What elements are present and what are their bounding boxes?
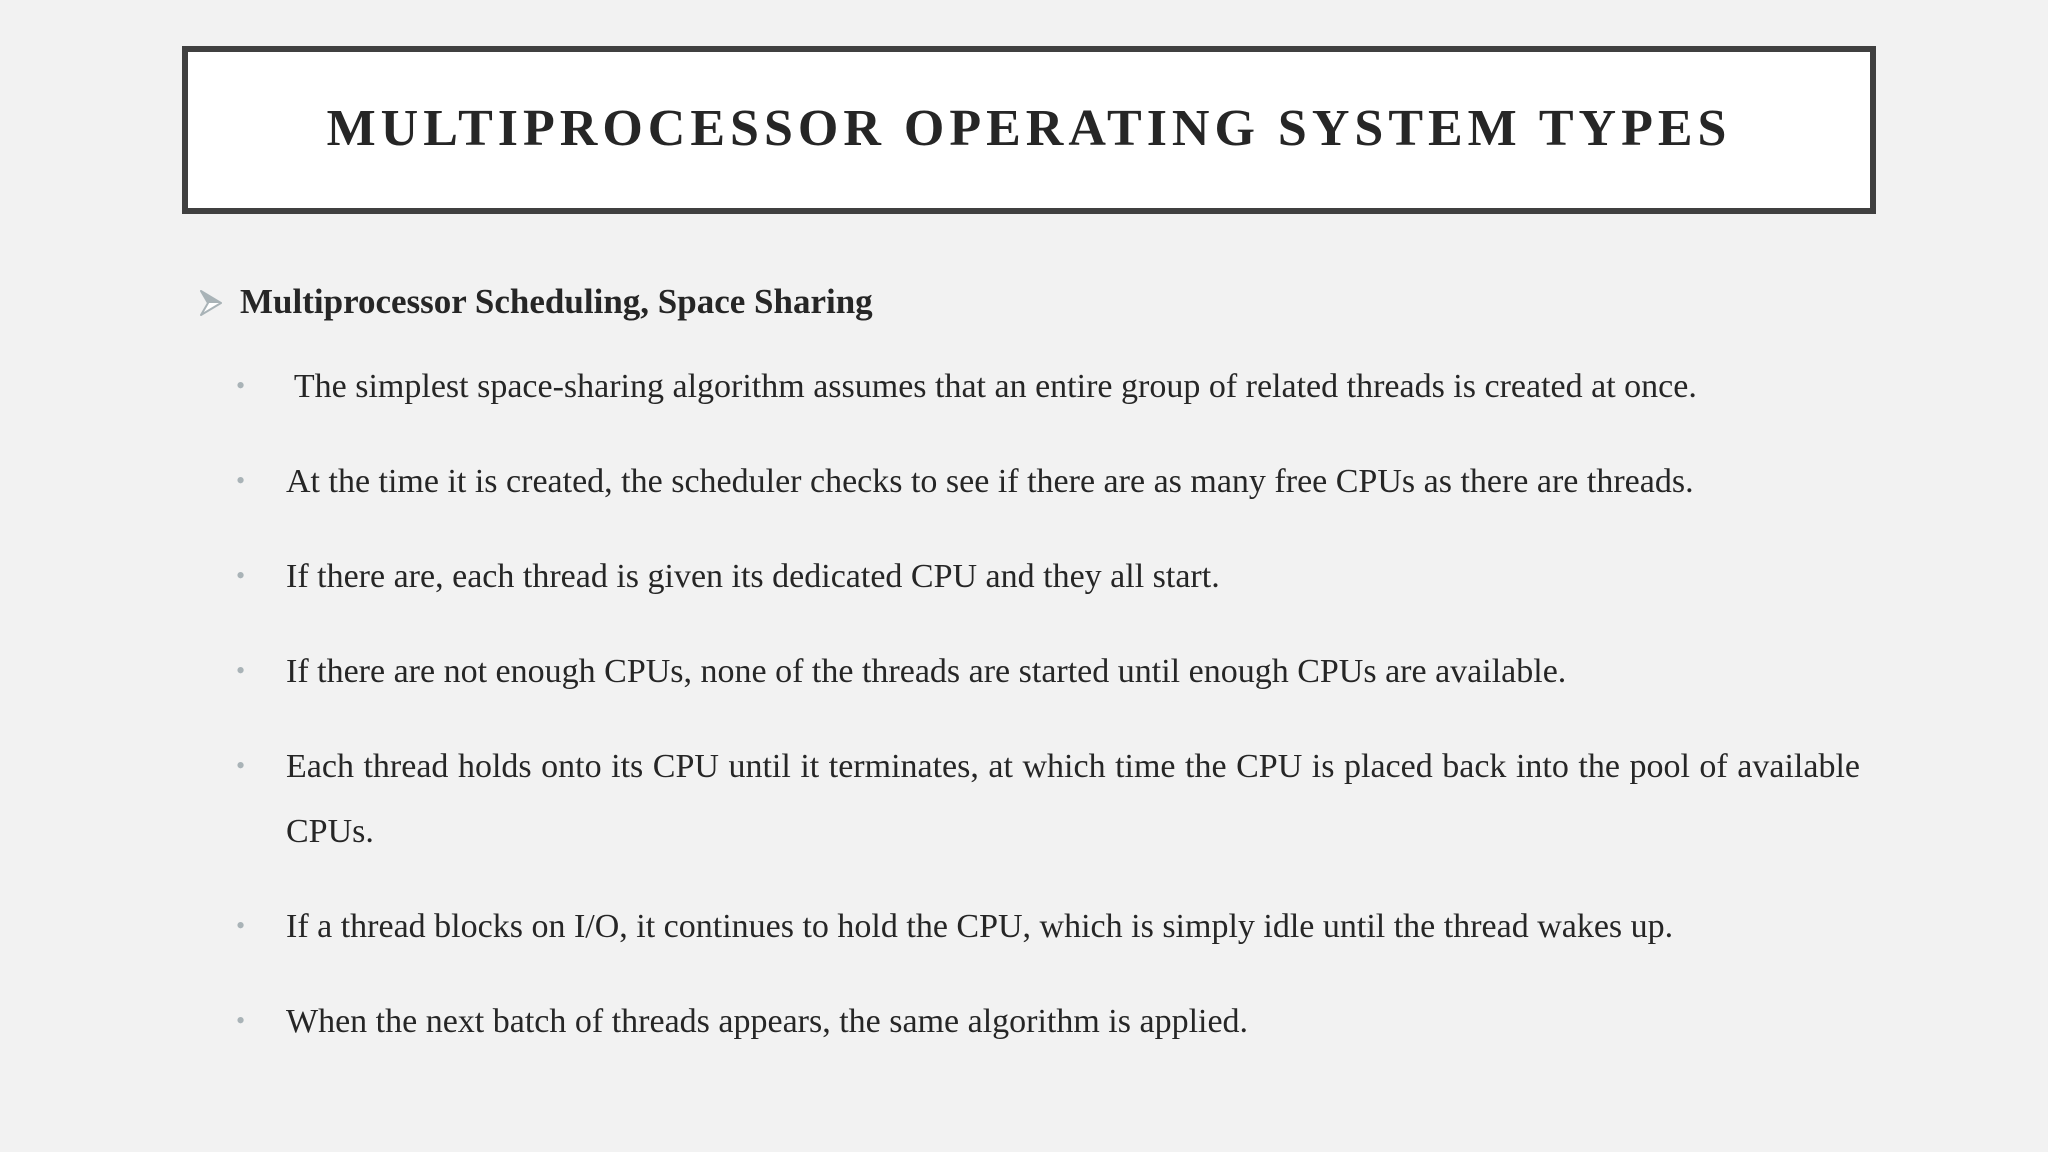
dot-bullet-icon: • (236, 371, 246, 400)
dot-bullet-icon: • (236, 751, 246, 780)
dot-bullet-icon: • (236, 1006, 246, 1035)
list-item-text: Each thread holds onto its CPU until it terminates, at which time the CPU is placed back into the pool of available CPUs. (286, 748, 1860, 850)
dot-bullet-icon: • (236, 656, 246, 685)
list-item (200, 647, 1860, 704)
bullet-list (200, 362, 1860, 1054)
section-heading (200, 276, 1860, 328)
slide-content (200, 276, 1860, 1092)
list-item-text: At the time it is created, the scheduler checks to see if there are as many free CPUs as there are threads. (286, 463, 1694, 500)
list-item (200, 457, 1860, 514)
list-item (200, 552, 1860, 609)
list-item-text: If there are not enough CPUs, none of the threads are started until enough CPUs are available. (286, 653, 1567, 690)
list-item (200, 902, 1860, 959)
dot-bullet-icon: • (236, 911, 246, 940)
section-heading-text: Multiprocessor Scheduling, Space Sharing (240, 282, 873, 321)
title-box (182, 46, 1876, 214)
arrowhead-bullet-icon (200, 290, 222, 316)
dot-bullet-icon: • (236, 466, 246, 495)
list-item-text: When the next batch of threads appears, the same algorithm is applied. (286, 1003, 1249, 1040)
list-item-text: If a thread blocks on I/O, it continues to hold the CPU, which is simply idle until the thread wakes up. (286, 908, 1674, 945)
list-item (200, 997, 1860, 1054)
list-item-text: If there are, each thread is given its dedicated CPU and they all start. (286, 558, 1220, 595)
list-item-text: The simplest space-sharing algorithm assumes that an entire group of related threads is created at once. (286, 368, 1697, 405)
dot-bullet-icon: • (236, 561, 246, 590)
list-item (200, 362, 1860, 419)
list-item (200, 742, 1860, 864)
slide-title: MULTIPROCESSOR OPERATING SYSTEM TYPES (326, 99, 1732, 157)
